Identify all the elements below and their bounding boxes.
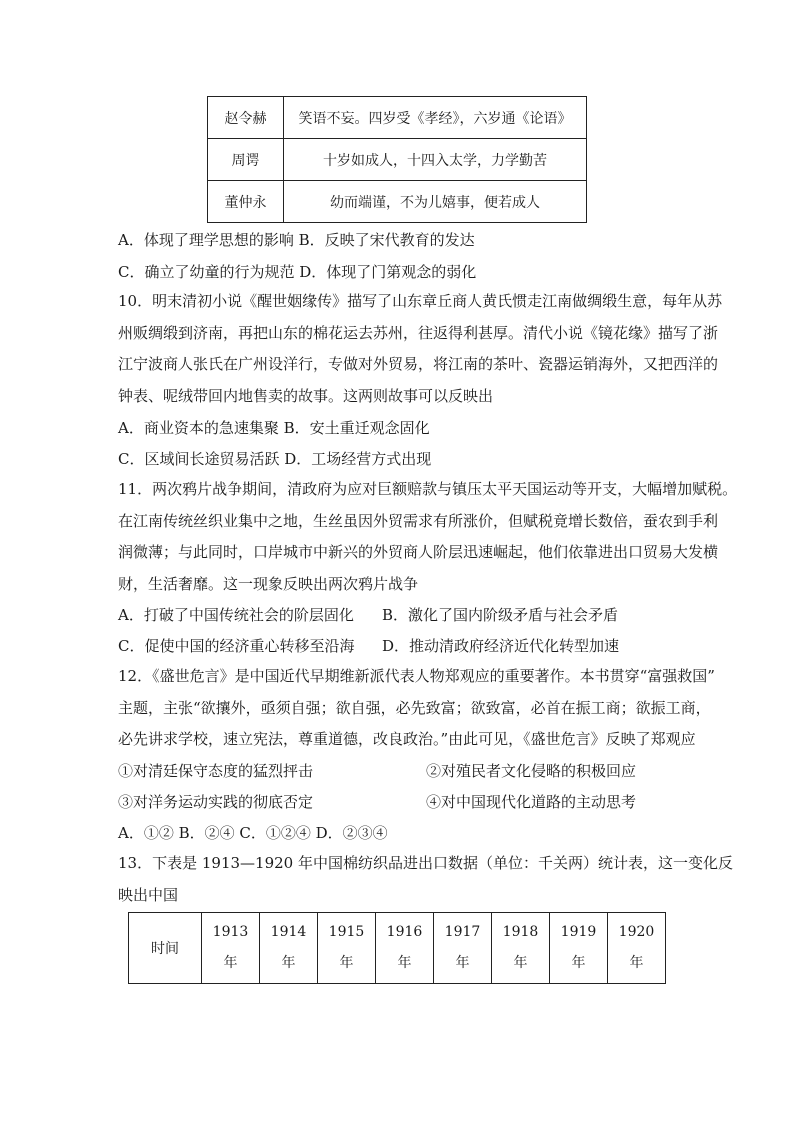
table-header-time: 时间 bbox=[129, 913, 202, 984]
year-suffix: 年 bbox=[629, 955, 644, 971]
year-suffix: 年 bbox=[397, 955, 412, 971]
table-header-year bbox=[550, 913, 608, 984]
q13-line: 映出中国 bbox=[118, 885, 179, 904]
q12-item-1: ①对清廷保守态度的猛烈抨击 bbox=[118, 762, 314, 780]
q10-line: 州贩绸缎到济南，再把山东的棉花运去苏州，往返得利甚厚。清代小说《镜花缘》描写了浙 bbox=[118, 323, 719, 342]
q13-line: 13．下表是 1913—1920 年中国棉纺织品进出口数据（单位：千关两）统计表，这一变化反 bbox=[118, 854, 733, 872]
q11-stem bbox=[118, 474, 738, 600]
q12-line: 12．《盛世危言》是中国近代早期维新派代表人物郑观应的重要著作。本书贯穿“富强救国” bbox=[118, 667, 715, 685]
table-header-year bbox=[260, 913, 318, 984]
table-header-year bbox=[376, 913, 434, 984]
year-suffix: 年 bbox=[513, 955, 528, 971]
q11-line: 11．两次鸦片战争期间，清政府为应对巨额赔款与镇压太平天国运动等开支，大幅增加赋税。 bbox=[118, 480, 738, 498]
table-cell-name: 董仲永 bbox=[208, 181, 284, 223]
table-header-year bbox=[608, 913, 666, 984]
year-number: 1914 bbox=[270, 924, 307, 940]
table-header-year bbox=[318, 913, 376, 984]
q9-options-cd: C．确立了幼童的行为规范 D．体现了门第观念的弱化 bbox=[118, 263, 477, 281]
q10-options-cd: C．区域间长途贸易活跃 D．工场经营方式出现 bbox=[118, 450, 432, 468]
q13-stem bbox=[118, 848, 733, 911]
table-cell-name: 赵令赫 bbox=[208, 97, 284, 139]
table-cell-text: 笑语不妄。四岁受《孝经》，六岁通《论语》 bbox=[284, 97, 587, 139]
q11-line: 在江南传统丝织业集中之地，生丝虽因外贸需求有所涨价，但赋税竟增长数倍，蚕农到手利 bbox=[118, 511, 719, 530]
year-suffix: 年 bbox=[281, 955, 296, 971]
table-row bbox=[208, 97, 587, 139]
q11-line: 润微薄；与此同时，口岸城市中新兴的外贸商人阶层迅速崛起，他们依靠进出口贸易大发横 bbox=[118, 543, 719, 561]
q10-line: 钟表、呢绒带回内地售卖的故事。这两则故事可以反映出 bbox=[118, 386, 494, 405]
q11-line: 财，生活奢靡。这一现象反映出两次鸦片战争 bbox=[118, 574, 419, 593]
q12-item-2: ②对殖民者文化侵略的积极回应 bbox=[426, 762, 637, 780]
table-cell-text: 十岁如成人，十四入太学，力学勤苦 bbox=[284, 139, 587, 181]
year-suffix: 年 bbox=[223, 955, 238, 971]
table-row bbox=[208, 181, 587, 223]
q12-line: 必先讲求学校，速立宪法，尊重道德，改良政治。”由此可见，《盛世危言》反映了郑观应 bbox=[118, 730, 696, 748]
year-suffix: 年 bbox=[571, 955, 586, 971]
q12-line: 主题，主张“欲攘外，亟须自强；欲自强，必先致富；欲致富，必首在振工商；欲振工商， bbox=[118, 698, 711, 717]
q11-option-c: C．促使中国的经济重心转移至沿海 bbox=[118, 637, 355, 655]
year-number: 1915 bbox=[328, 924, 365, 940]
table-header-year bbox=[492, 913, 550, 984]
table-cell-text: 幼而端谨，不为儿嬉事，便若成人 bbox=[284, 181, 587, 223]
q12-stem bbox=[118, 661, 715, 756]
student-records-table bbox=[207, 96, 587, 223]
cotton-trade-table bbox=[128, 912, 666, 984]
year-number: 1918 bbox=[502, 924, 539, 940]
q11-option-a: A．打破了中国传统社会的阶层固化 bbox=[118, 606, 354, 624]
q11-option-b: B．激化了国内阶级矛盾与社会矛盾 bbox=[382, 606, 619, 624]
q10-options-ab: A．商业资本的急速集聚 B．安土重迁观念固化 bbox=[118, 419, 430, 437]
year-suffix: 年 bbox=[339, 955, 354, 971]
year-number: 1913 bbox=[212, 924, 249, 940]
year-number: 1917 bbox=[444, 924, 481, 940]
year-number: 1920 bbox=[618, 924, 655, 940]
q10-line: 江宁波商人张氏在广州设洋行，专做对外贸易，将江南的茶叶、瓷器运销海外，又把西洋的 bbox=[118, 355, 719, 373]
table-row bbox=[129, 913, 666, 984]
q10-line: 10．明末清初小说《醒世姻缘传》描写了山东章丘商人黄氏惯走江南做绸缎生意，每年从苏 bbox=[118, 292, 723, 310]
table-header-year bbox=[202, 913, 260, 984]
year-suffix: 年 bbox=[455, 955, 470, 971]
q10-stem bbox=[118, 286, 723, 412]
year-number: 1916 bbox=[386, 924, 423, 940]
year-number: 1919 bbox=[560, 924, 597, 940]
q12-options: A．①② B．②④ C．①②④ D．②③④ bbox=[118, 824, 388, 842]
table-header-year bbox=[434, 913, 492, 984]
table-row bbox=[208, 139, 587, 181]
q12-item-4: ④对中国现代化道路的主动思考 bbox=[426, 793, 637, 811]
table-cell-name: 周谔 bbox=[208, 139, 284, 181]
q11-option-d: D．推动清政府经济近代化转型加速 bbox=[382, 637, 620, 655]
q9-options-ab: A．体现了理学思想的影响 B．反映了宋代教育的发达 bbox=[118, 231, 475, 249]
q12-item-3: ③对洋务运动实践的彻底否定 bbox=[118, 793, 314, 811]
